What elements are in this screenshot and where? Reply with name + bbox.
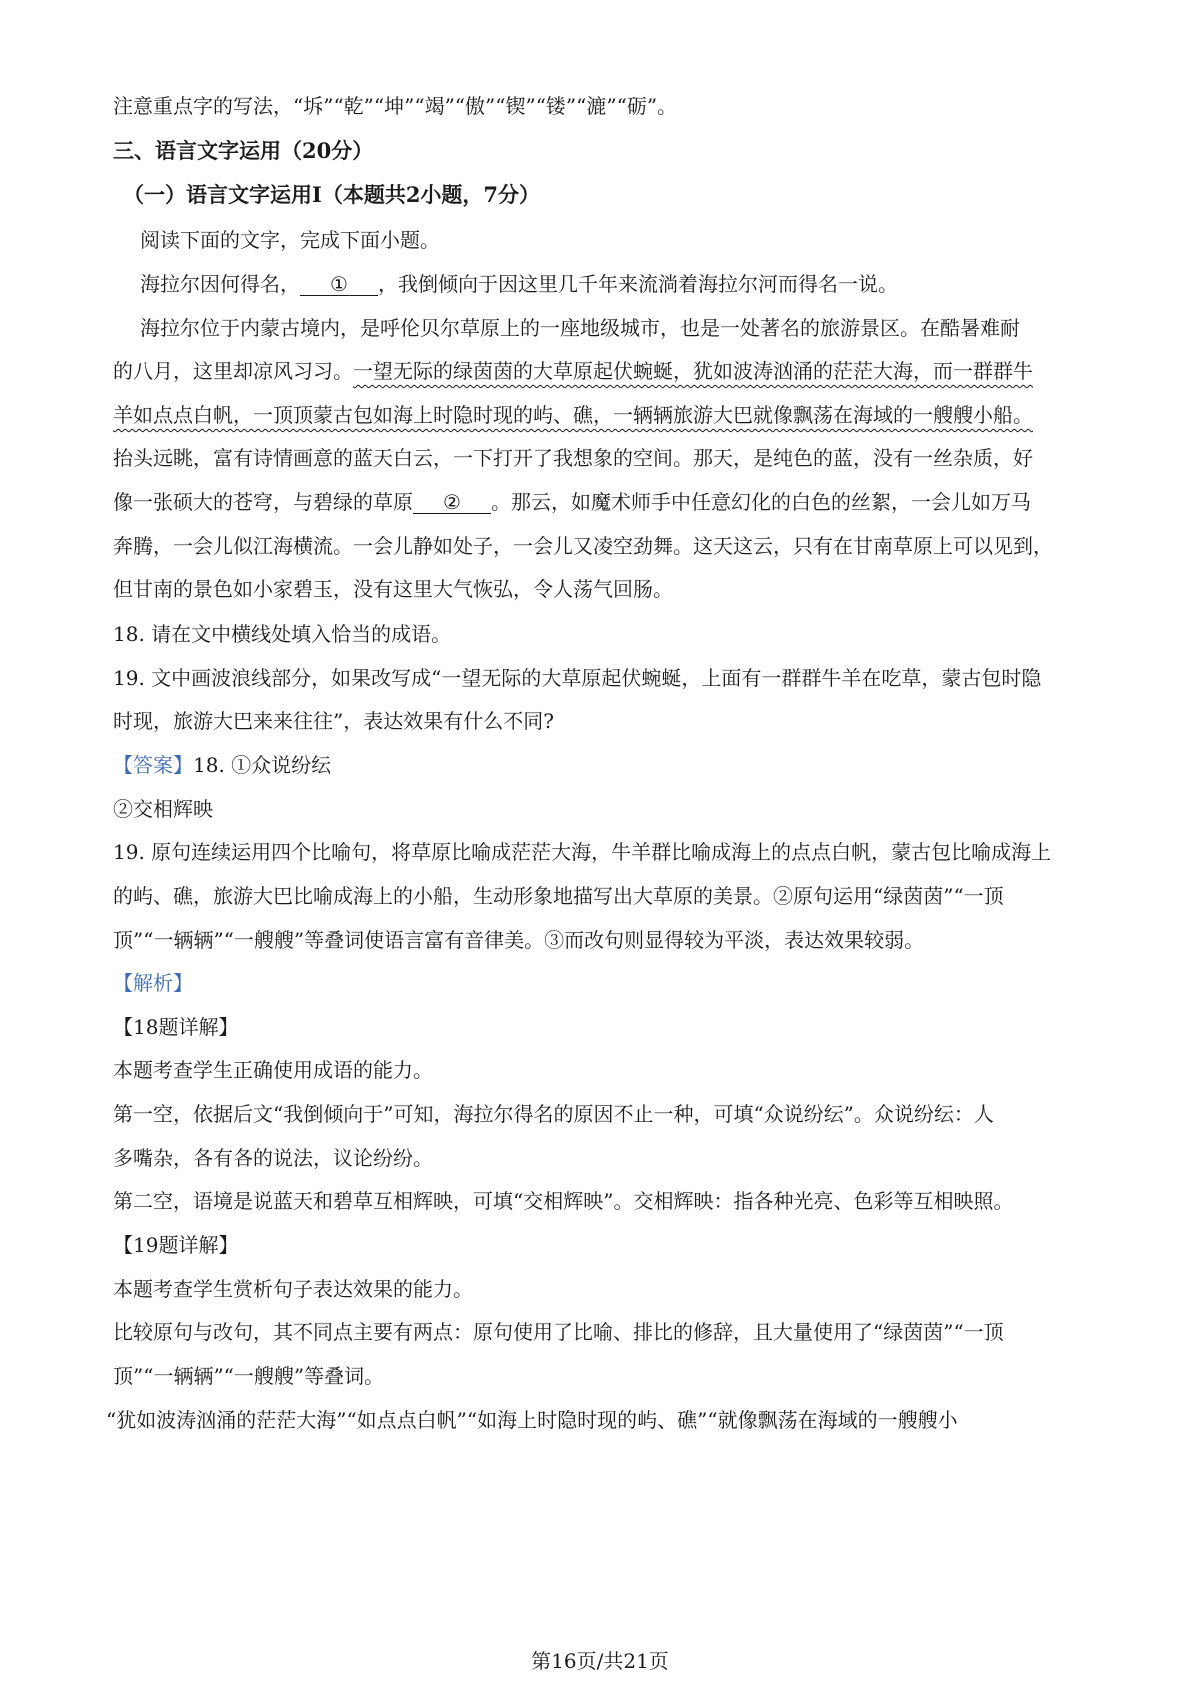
passage-p2-line4: 抬头远眺，富有诗情画意的蓝天白云，一下打开了我想象的空间。那天，是纯色的蓝，没有一丝杂质，好: [113, 446, 1033, 470]
passage-p2-line6: 奔腾，一会儿似江海横流。一会儿静如处子，一会儿又凌空劲舞。这天这云，只有在甘南草原上可以见到，: [113, 534, 1053, 558]
answer-label: 【答案】: [113, 753, 193, 777]
answer-line: [113, 751, 331, 779]
wavy-underlined-text-1: 一望无际的绿茵茵的大草原起伏蜿蜒，犹如波涛汹涌的茫茫大海，而一群群牛: [353, 359, 1033, 383]
blank-1: ①: [300, 271, 378, 296]
intro-line: 注意重点字的写法，“坼”“乾”“坤”“竭”“傲”“锲”“镂”“漉”“砺”。: [113, 94, 678, 118]
passage-p2-line1: 海拉尔位于内蒙古境内，是呼伦贝尔草原上的一座地级城市，也是一处著名的旅游景区。在酷暑难耐: [140, 316, 1020, 340]
detail-19-line2: 比较原句与改句，其不同点主要有两点：原句使用了比喻、排比的修辞，且大量使用了“绿茵茵”“一顶: [113, 1320, 1004, 1344]
passage-p2-line5-a: 像一张硕大的苍穹，与碧绿的草原: [113, 490, 413, 514]
detail-19-line4: “犹如波涛汹涌的茫茫大海”“如点点白帆”“如海上时隐时现的屿、礁”“就像飘荡在海域的一艘艘小: [106, 1408, 958, 1432]
detail-18-title: 【18题详解】: [113, 1015, 239, 1039]
question-19-line1: 19. 文中画波浪线部分，如果改写成“一望无际的大草原起伏蜿蜒，上面有一群群牛羊在吃草，蒙古包时隐: [113, 666, 1042, 690]
passage-p2-line2: [113, 357, 1033, 385]
subsection-title: （一）语言文字运用Ⅰ（本题共2小题，7分）: [123, 182, 541, 207]
passage-p2-line5: [113, 488, 1031, 516]
detail-19-title: 【19题详解】: [113, 1233, 239, 1257]
section-title: 三、语言文字运用（20分）: [113, 138, 374, 163]
wavy-underlined-text-2: 羊如点点白帆，一顶顶蒙古包如海上时隐时现的屿、礁，一辆辆旅游大巴就像飘荡在海域的一艘艘小船。: [113, 403, 1033, 427]
passage-p1-a: 海拉尔因何得名，: [140, 272, 300, 296]
passage-p1: [140, 270, 898, 298]
detail-19-line3: 顶”“一辆辆”“一艘艘”等叠词。: [113, 1364, 385, 1388]
page-number-footer: 第16页/共21页: [531, 1649, 669, 1673]
answer-19-line1: 19. 原句连续运用四个比喻句，将草原比喻成茫茫大海，牛羊群比喻成海上的点点白帆，蒙古包比喻成海上: [113, 840, 1052, 864]
question-19-line2: 时现，旅游大巴来来往往”，表达效果有什么不同?: [113, 709, 554, 733]
blank-2: ②: [413, 489, 491, 514]
passage-p2-line5-b: 。那云，如魔术师手中任意幻化的白色的丝絮，一会儿如万马: [491, 490, 1031, 514]
passage-p2-line7: 但甘南的景色如小家碧玉，没有这里大气恢弘，令人荡气回肠。: [113, 577, 673, 601]
instruction: 阅读下面的文字，完成下面小题。: [140, 228, 440, 252]
passage-p1-b: ，我倒倾向于因这里几千年来流淌着海拉尔河而得名一说。: [378, 272, 898, 296]
passage-p2-line2-a: 的八月，这里却凉风习习。: [113, 359, 353, 383]
detail-18-line4: 第二空，语境是说蓝天和碧草互相辉映，可填“交相辉映”。交相辉映：指各种光亮、色彩等互相映照。: [113, 1189, 1014, 1213]
detail-18-line2: 第一空，依据后文“我倒倾向于”可知，海拉尔得名的原因不止一种，可填“众说纷纭”。众说纷纭：人: [113, 1102, 994, 1126]
analysis-label: 【解析】: [113, 971, 193, 995]
detail-19-line1: 本题考查学生赏析句子表达效果的能力。: [113, 1277, 473, 1301]
answer-19-line2: 的屿、礁，旅游大巴比喻成海上的小船，生动形象地描写出大草原的美景。②原句运用“绿茵茵”“一顶: [113, 884, 1004, 908]
detail-18-line3: 多嘴杂，各有各的说法，议论纷纷。: [113, 1146, 433, 1170]
answer-19-line3: 顶”“一辆辆”“一艘艘”等叠词使语言富有音律美。③而改句则显得较为平淡，表达效果较弱。: [113, 928, 925, 952]
answer-18-1: 18. ①众说纷纭: [193, 753, 332, 777]
detail-18-line1: 本题考查学生正确使用成语的能力。: [113, 1058, 433, 1082]
answer-18-2: ②交相辉映: [113, 797, 213, 821]
question-18: 18. 请在文中横线处填入恰当的成语。: [113, 622, 452, 646]
